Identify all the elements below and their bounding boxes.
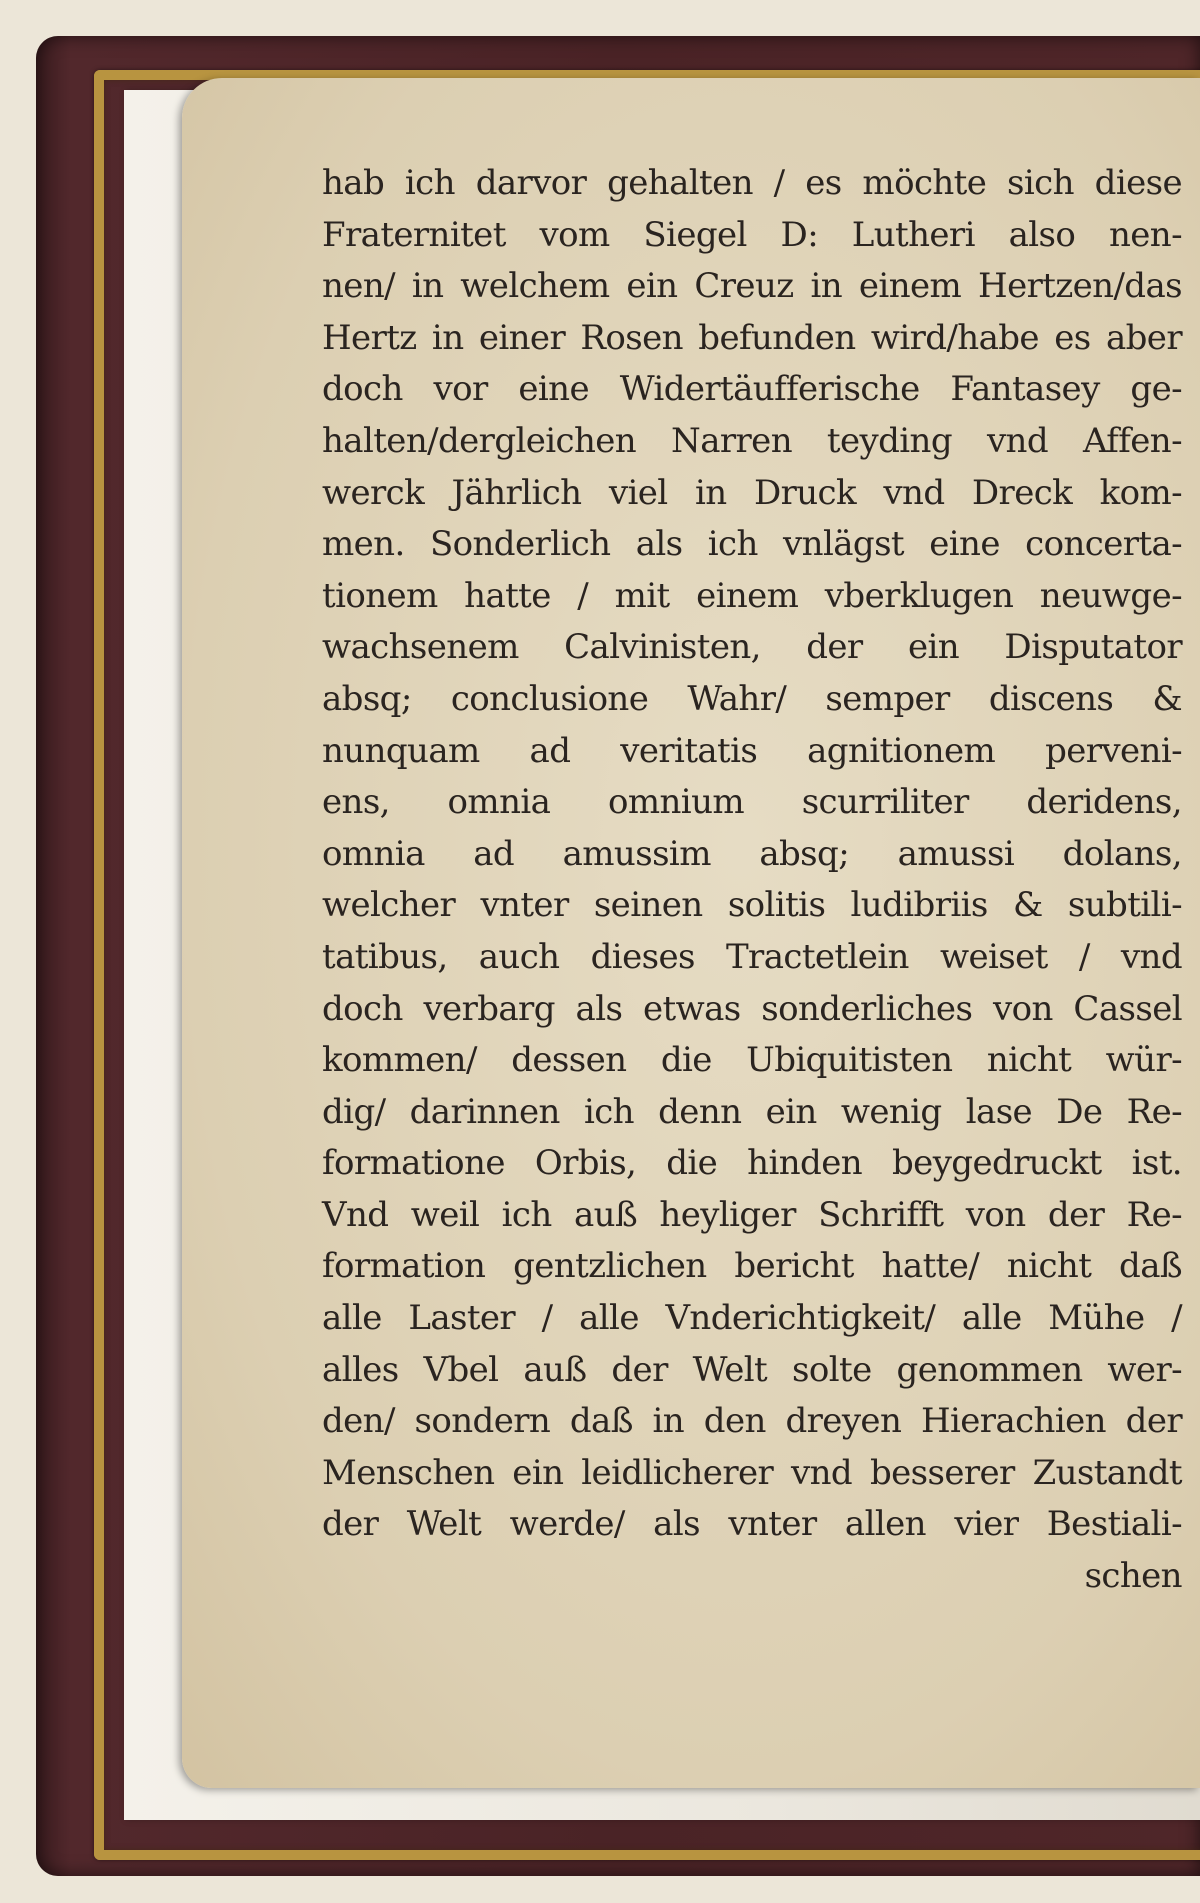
text-line-1: hab ich darvor gehalten / es möchte sich diese bbox=[322, 163, 1182, 203]
text-line-6: halten/dergleichen Narren teyding vnd Affen- bbox=[322, 420, 1182, 461]
catchword: schen bbox=[1084, 1556, 1182, 1597]
printed-page bbox=[182, 78, 1200, 1788]
text-line-13: ens, omnia omnium scurriliter deridens, bbox=[322, 782, 1182, 823]
text-line-26: Menschen ein leidlicherer vnd besserer Zustandt bbox=[322, 1452, 1182, 1493]
text-line-27: der Welt werde/ als vnter allen vier Bestiali- bbox=[322, 1504, 1182, 1545]
text-line-2: Fraternitet vom Siegel D: Lutheri also nen- bbox=[322, 214, 1182, 255]
text-line-16: tatibus, auch dieses Tractetlein weiset / vnd bbox=[322, 936, 1182, 977]
text-line-4: Hertz in einer Rosen befunden wird/habe es aber bbox=[322, 317, 1182, 358]
text-line-5: doch vor eine Widertäufferische Fantasey ge- bbox=[322, 369, 1182, 410]
text-line-22: formation gentzlichen bericht hatte/ nicht daß bbox=[322, 1246, 1182, 1287]
text-line-8: men. Sonderlich als ich vnlägst eine concerta- bbox=[322, 524, 1182, 565]
text-line-15: welcher vnter seinen solitis ludibriis & subtili- bbox=[322, 885, 1182, 926]
text-line-23: alle Laster / alle Vnderichtigkeit/ alle Mühe / bbox=[322, 1298, 1182, 1339]
text-line-11: absq; conclusione Wahr/ semper discens & bbox=[322, 678, 1182, 719]
text-line-24: alles Vbel auß der Welt solte genommen wer- bbox=[322, 1349, 1182, 1390]
text-line-9: tionem hatte / mit einem vberklugen neuwge- bbox=[322, 575, 1182, 616]
text-line-12: nunquam ad veritatis agnitionem perveni- bbox=[322, 730, 1182, 771]
text-line-25: den/ sondern daß in den dreyen Hierachien der bbox=[322, 1401, 1182, 1442]
text-line-14: omnia ad amussim absq; amussi dolans, bbox=[322, 833, 1182, 874]
text-line-21: Vnd weil ich auß heyliger Schrifft von der Re- bbox=[322, 1194, 1182, 1235]
text-line-10: wachsenem Calvinisten, der ein Disputator bbox=[322, 627, 1182, 668]
text-line-17: doch verbarg als etwas sonderliches von Cassel bbox=[322, 988, 1182, 1029]
text-line-18: kommen/ dessen die Ubiquitisten nicht wür- bbox=[322, 1040, 1182, 1081]
text-line-7: werck Jährlich viel in Druck vnd Dreck kom- bbox=[322, 472, 1182, 513]
text-line-3: nen/ in welchem ein Creuz in einem Hertzen/das bbox=[322, 266, 1182, 307]
text-line-19: dig/ darinnen ich denn ein wenig lase De Re- bbox=[322, 1091, 1182, 1132]
page-text bbox=[322, 158, 1182, 1603]
text-line-20: formatione Orbis, die hinden beygedruckt ist. bbox=[322, 1143, 1182, 1184]
